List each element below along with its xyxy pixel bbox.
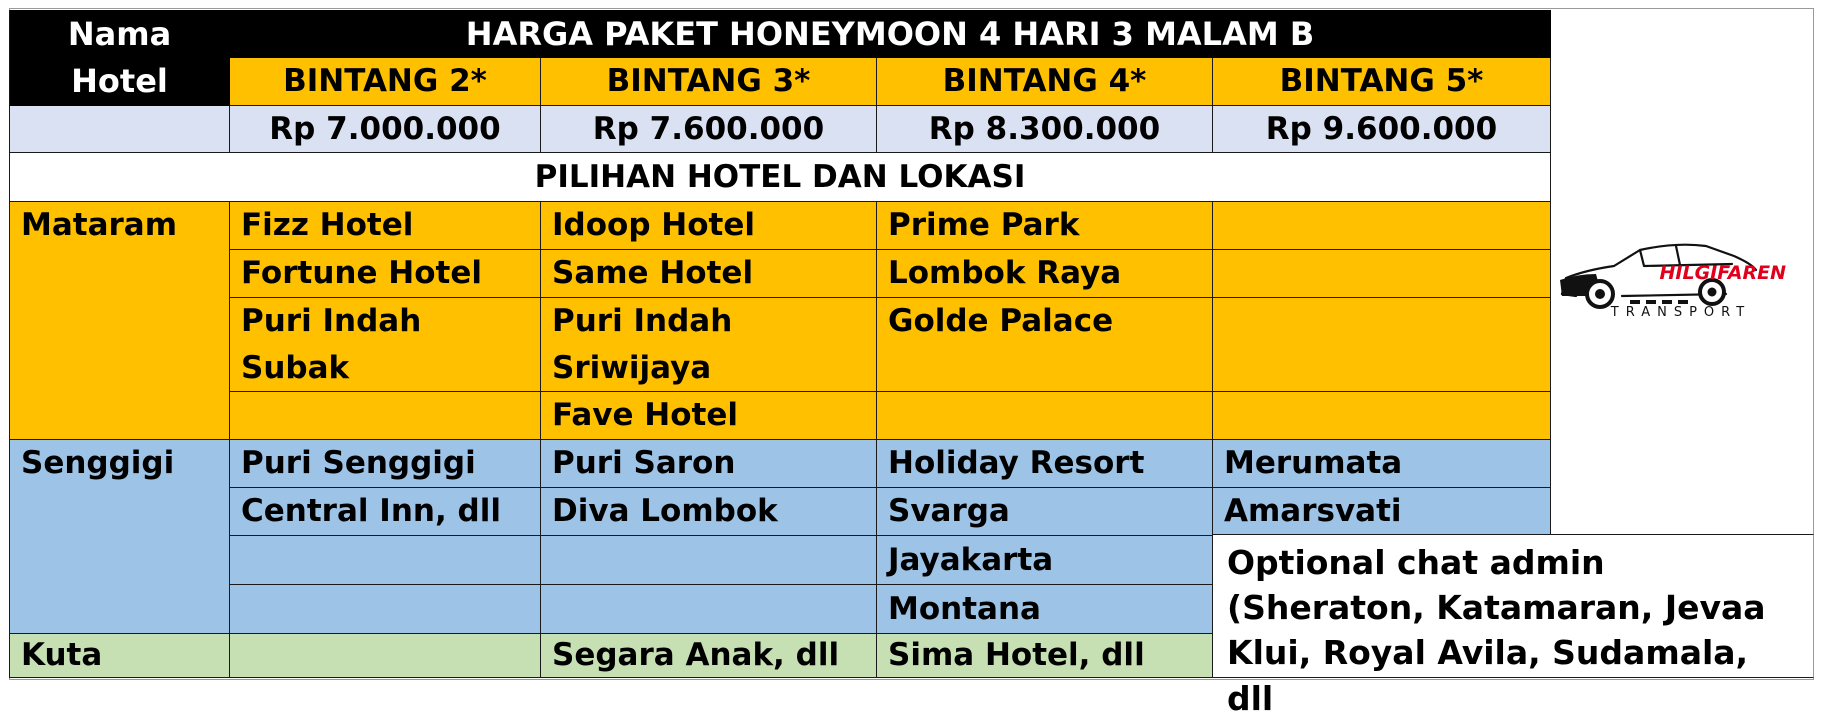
- hotel-cell: Same Hotel: [541, 250, 877, 298]
- hotel-cell: Central Inn, dll: [230, 488, 541, 536]
- hotel-cell: Lombok Raya: [877, 250, 1213, 298]
- car-icon: [1556, 234, 1806, 330]
- hotel-cell: Sima Hotel, dll: [877, 634, 1213, 678]
- hotel-cell: [541, 536, 877, 585]
- hotel-cell: [1213, 250, 1551, 298]
- hotel-cell: Fave Hotel: [541, 392, 877, 440]
- hotel-cell: Idoop Hotel: [541, 202, 877, 250]
- hotel-cell: Prime Park: [877, 202, 1213, 250]
- hotel-cell: Puri Senggigi: [230, 440, 541, 488]
- table-title: HARGA PAKET HONEYMOON 4 HARI 3 MALAM B: [230, 10, 1551, 58]
- hotel-cell: Fizz Hotel: [230, 202, 541, 250]
- price-row-blank: [9, 106, 230, 153]
- hotel-cell: Svarga: [877, 488, 1213, 536]
- section-title: PILIHAN HOTEL DAN LOKASI: [9, 153, 1551, 202]
- hotel-cell: [877, 392, 1213, 440]
- brand-logo: [1556, 234, 1806, 330]
- hotel-cell: Puri Indah Sriwijaya: [541, 298, 877, 392]
- tier-price: Rp 7.000.000: [230, 106, 541, 153]
- hotel-cell: Holiday Resort: [877, 440, 1213, 488]
- hotel-cell: Amarsvati: [1213, 488, 1551, 536]
- hotel-cell: [230, 392, 541, 440]
- column-header-line-2: Hotel: [71, 61, 168, 100]
- hotel-cell: Fortune Hotel: [230, 250, 541, 298]
- hotel-cell: [1213, 392, 1551, 440]
- optional-hotels-note: Optional chat admin (Sheraton, Katamaran, Jevaa Klui, Royal Avila, Sudamala, dll: [1212, 534, 1814, 678]
- hotel-cell: [1213, 202, 1551, 250]
- column-header-hotel-name: [9, 10, 230, 106]
- location-senggigi: Senggigi: [9, 440, 230, 634]
- hotel-cell: [230, 536, 541, 585]
- hotel-cell: Puri Indah Subak: [230, 298, 541, 392]
- logo-brand-text: HILGIFAREN: [1659, 262, 1786, 284]
- tier-label: BINTANG 2*: [230, 58, 541, 106]
- tier-price: Rp 9.600.000: [1213, 106, 1551, 153]
- hotel-cell: Diva Lombok: [541, 488, 877, 536]
- tier-label: BINTANG 3*: [541, 58, 877, 106]
- hotel-cell: Jayakarta: [877, 536, 1213, 585]
- location-kuta: Kuta: [9, 634, 230, 678]
- tier-price: Rp 7.600.000: [541, 106, 877, 153]
- column-header-line-1: Nama: [67, 15, 172, 54]
- hotel-cell: [541, 585, 877, 634]
- hotel-cell: [230, 585, 541, 634]
- hotel-cell: Puri Saron: [541, 440, 877, 488]
- logo-tagline-text: TRANSPORT: [1610, 305, 1752, 320]
- tier-label: BINTANG 5*: [1213, 58, 1551, 106]
- hotel-cell: Segara Anak, dll: [541, 634, 877, 678]
- tier-label: BINTANG 4*: [877, 58, 1213, 106]
- hotel-cell: [230, 634, 541, 678]
- hotel-cell: [1213, 298, 1551, 392]
- location-mataram: Mataram: [9, 202, 230, 440]
- hotel-cell: Golde Palace: [877, 298, 1213, 392]
- hotel-cell: Merumata: [1213, 440, 1551, 488]
- tier-price: Rp 8.300.000: [877, 106, 1213, 153]
- hotel-cell: Montana: [877, 585, 1213, 634]
